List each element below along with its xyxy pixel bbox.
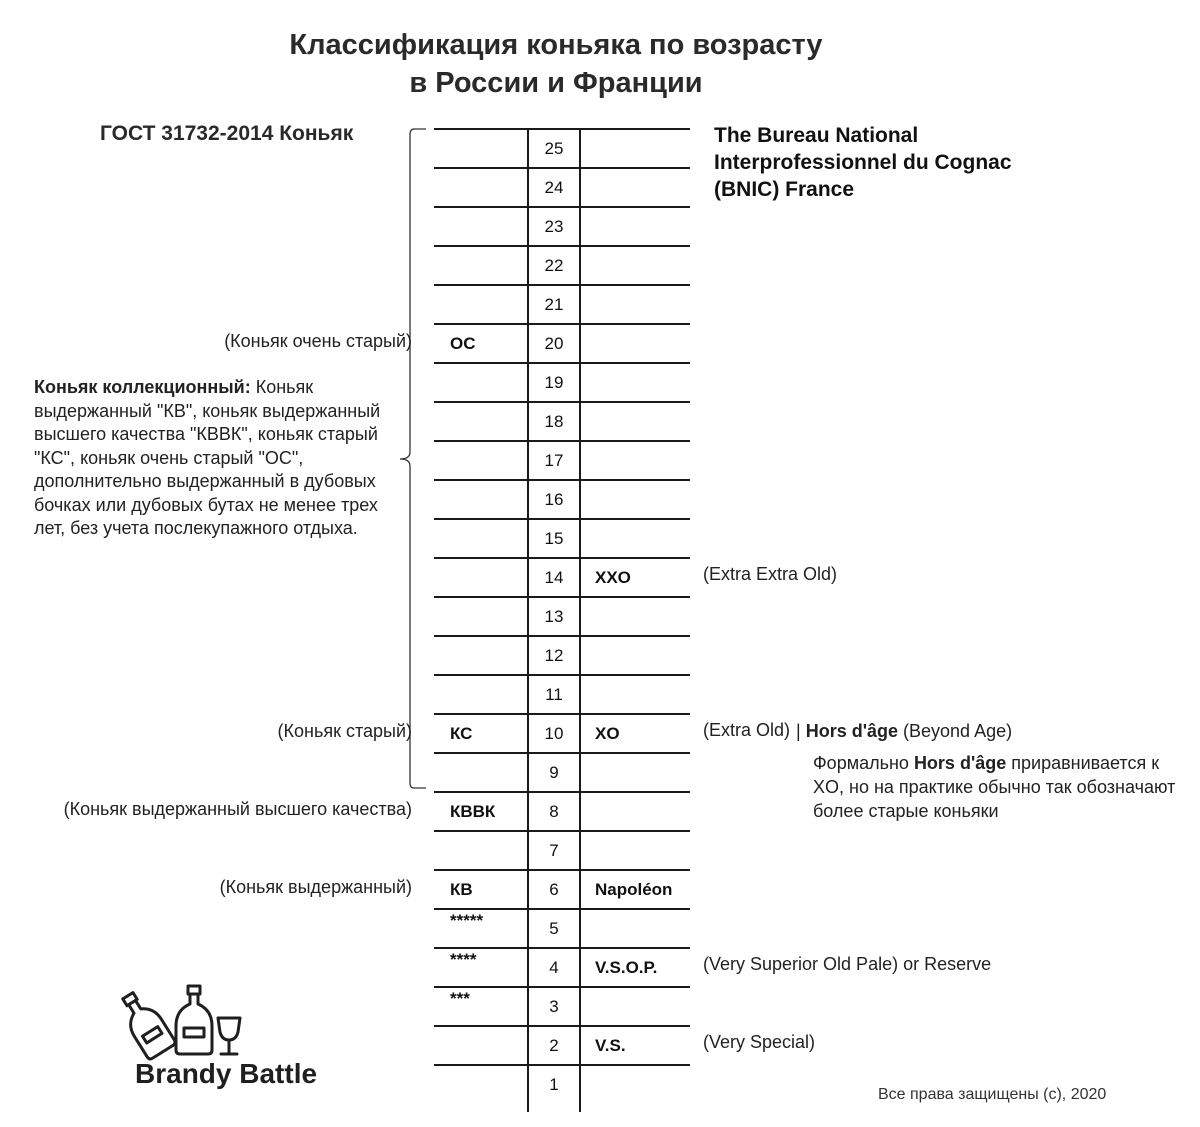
year-number: 5 <box>549 919 559 938</box>
france-label: (Very Superior Old Pale) or Reserve <box>703 953 992 974</box>
year-number: 10 <box>544 724 564 743</box>
year-number: 22 <box>544 256 564 275</box>
year-number: 7 <box>549 841 559 860</box>
collection-description: Коньяк коллекционный: Коньяк выдержанный "КВ", коньяк выдержанный высшего качества "КВВК", коньяк старый "КС", коньяк очень старый "ОС", дополнительно выдержанный в дубовых бочках или дубовых бутах не менее трех лет, без учета послекупажного отдыха. <box>34 377 381 538</box>
russia-mark: КВ <box>450 879 473 899</box>
russia-mark: ОС <box>450 333 476 353</box>
year-number: 23 <box>544 217 564 236</box>
year-number: 6 <box>549 880 559 899</box>
hors-dage-note: Формально Hors d'âge приравнивается к XO, но на практике обычно так обозначают более старые коньяки <box>813 753 1176 821</box>
france-mark: XO <box>595 723 620 743</box>
russia-label: (Коньяк выдержанный) <box>219 876 412 897</box>
year-number: 3 <box>549 997 559 1016</box>
year-number: 18 <box>544 412 564 431</box>
year-number: 20 <box>544 334 564 353</box>
title-line-2: в России и Франции <box>409 67 703 99</box>
france-mark: XXO <box>595 567 631 587</box>
russia-mark: ***** <box>450 910 484 930</box>
france-mark: V.S.O.P. <box>595 957 658 977</box>
year-number: 24 <box>544 178 564 197</box>
france-label: (Extra Extra Old) <box>703 563 838 584</box>
xo-extra: | Hors d'âge (Beyond Age) <box>796 721 1013 741</box>
france-mark: Napoléon <box>595 879 673 899</box>
france-mark: V.S. <box>595 1035 626 1055</box>
collection-brace <box>400 129 426 788</box>
year-number: 13 <box>544 607 564 626</box>
russia-label: (Коньяк старый) <box>277 720 412 741</box>
gost-heading: ГОСТ 31732-2014 Коньяк <box>100 122 354 145</box>
year-number: 14 <box>544 568 564 587</box>
year-number: 25 <box>544 139 564 158</box>
year-number: 12 <box>544 646 564 665</box>
year-number: 9 <box>549 763 559 782</box>
russia-label: (Коньяк выдержанный высшего качества) <box>63 798 412 819</box>
year-number: 8 <box>549 802 559 821</box>
year-number: 15 <box>544 529 564 548</box>
brand-name: Brandy Battle <box>135 1058 318 1089</box>
copyright: Все права защищены (с), 2020 <box>878 1086 1107 1103</box>
year-number: 11 <box>545 685 563 704</box>
russia-mark: **** <box>450 949 477 969</box>
france-label: (Extra Old) <box>703 719 791 740</box>
year-number: 1 <box>549 1075 559 1094</box>
year-number: 19 <box>544 373 564 392</box>
france-label: (Very Special) <box>703 1031 816 1052</box>
year-number: 16 <box>544 490 564 509</box>
russia-label: (Коньяк очень старый) <box>224 330 412 351</box>
title-line-1: Классификация коньяка по возрасту <box>289 29 823 61</box>
year-number: 17 <box>544 451 564 470</box>
russia-mark: КВВК <box>450 801 496 821</box>
brandy-bottles-logo-icon <box>112 984 244 1062</box>
year-number: 21 <box>544 295 564 314</box>
year-number: 2 <box>549 1036 559 1055</box>
russia-mark: КС <box>450 723 473 743</box>
year-number: 4 <box>549 958 559 977</box>
russia-mark: *** <box>450 988 470 1008</box>
bnic-heading: The Bureau National Interprofessionnel du Cognac (BNIC) France <box>714 124 1012 201</box>
